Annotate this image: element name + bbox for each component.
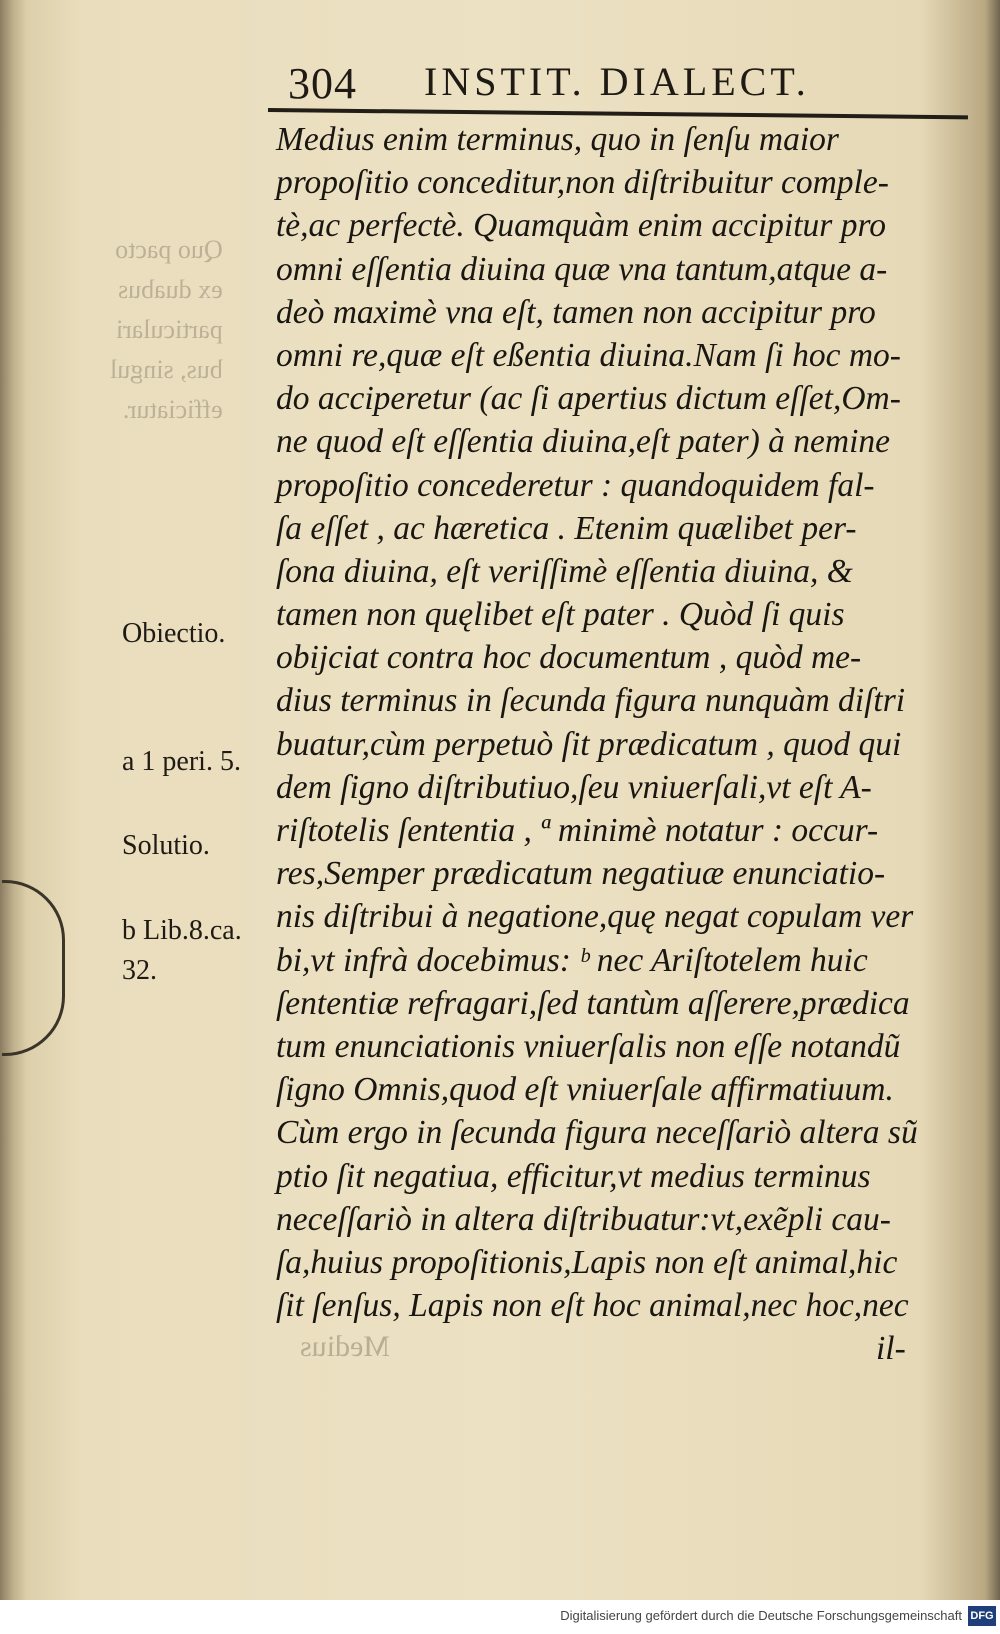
- text-line: ptio ſit negatiua, efficitur,vt medius terminus: [276, 1157, 871, 1195]
- text-line: ne quod eſt eſſentia diuina,eſt pater) à nemine: [276, 423, 891, 461]
- text-line: deò maximè vna eſt, tamen non accipitur pro: [276, 293, 876, 331]
- show-through-catchword: Medius: [300, 1330, 390, 1363]
- body-text: [276, 118, 976, 1370]
- margin-note: a 1 peri. 5.: [122, 746, 241, 777]
- text-line: ſona diuina, eſt veriſſimè eſſentia diuina, &: [276, 552, 853, 590]
- text-line: ſa eſſet , ac hæretica . Etenim quælibet per-: [276, 509, 857, 547]
- text-line: tè,ac perfectè. Quamquàm enim accipitur pro: [276, 207, 886, 245]
- catchword: il-: [876, 1330, 906, 1368]
- gutter-shadow: [0, 0, 26, 1600]
- text-line: Cùm ergo in ſecunda figura neceſſariò altera sũ: [276, 1114, 918, 1152]
- text-line: nis diſtribui à negatione,quę negat copulam ver: [276, 898, 914, 936]
- text-line: ſa,huius propoſitionis,Lapis non eſt animal,hic: [276, 1243, 898, 1281]
- text-line: do acciperetur (ac ſi apertius dictum eſſet,Om-: [276, 380, 901, 418]
- text-line: Medius enim terminus, quo in ſenſu maior: [276, 121, 839, 158]
- footer-credit: Digitalisierung gefördert durch die Deutsche Forschungsgemeinschaft: [560, 1608, 962, 1623]
- text-line: obijciat contra hoc documentum , quòd me-: [276, 639, 862, 677]
- text-line: buatur,cùm perpetuò ſit prædicatum , quod qui: [276, 725, 902, 763]
- text-line: tamen non quęlibet eſt pater . Quòd ſi quis: [276, 596, 845, 634]
- dfg-logo: DFG: [968, 1606, 996, 1626]
- running-title: INSTIT. DIALECT.: [424, 59, 810, 104]
- digitization-footer: [0, 1600, 1000, 1634]
- text-line: ſit ſenſus, Lapis non eſt hoc animal,nec hoc,nec: [276, 1287, 909, 1325]
- text-line: ſententiæ refragari,ſed tantùm aſſerere,prædica: [276, 984, 910, 1022]
- text-line: bi,vt infrà docebimus: ᵇ nec Ariſtotelem huic: [276, 941, 868, 979]
- text-line: propoſitio conceditur,non diſtribuitur comple-: [276, 164, 889, 202]
- text-line: res,Semper prædicatum negatiuæ enunciatio-: [276, 855, 886, 893]
- text-line: neceſſariò in altera diſtribuatur:vt,exẽpli cau-: [276, 1200, 891, 1238]
- margin-note: b Lib.8.ca.: [122, 915, 242, 946]
- page-header: [288, 48, 908, 108]
- margin-note: Solutio.: [122, 830, 210, 861]
- text-line: tum enunciationis vniuerſalis non eſſe notandũ: [276, 1027, 901, 1065]
- page-number: 304: [288, 59, 357, 108]
- text-line: ſigno Omnis,quod eſt vniuerſale affirmatiuum.: [276, 1071, 894, 1109]
- margin-note: Obiectio.: [122, 618, 226, 649]
- text-line: dius terminus in ſecunda figura nunquàm diſtri: [276, 682, 906, 720]
- show-through-text: Quo pacto ex duabus particulari bus, singul efficiatur.: [110, 235, 223, 424]
- text-line: riſtotelis ſententia , ª minimè notatur : occur-: [276, 812, 879, 849]
- text-line: dem ſigno diſtributiuo,ſeu vniuerſali,vt eſt A-: [276, 768, 872, 806]
- text-line: omni eſſentia diuina quæ vna tantum,atque a-: [276, 250, 888, 288]
- text-line: omni re,quæ eſt eßentia diuina.Nam ſi hoc mo-: [276, 336, 901, 374]
- page-clip: [2, 880, 65, 1056]
- text-line: propoſitio concederetur : quandoquidem fal-: [276, 466, 875, 504]
- margin-note: 32.: [122, 955, 157, 986]
